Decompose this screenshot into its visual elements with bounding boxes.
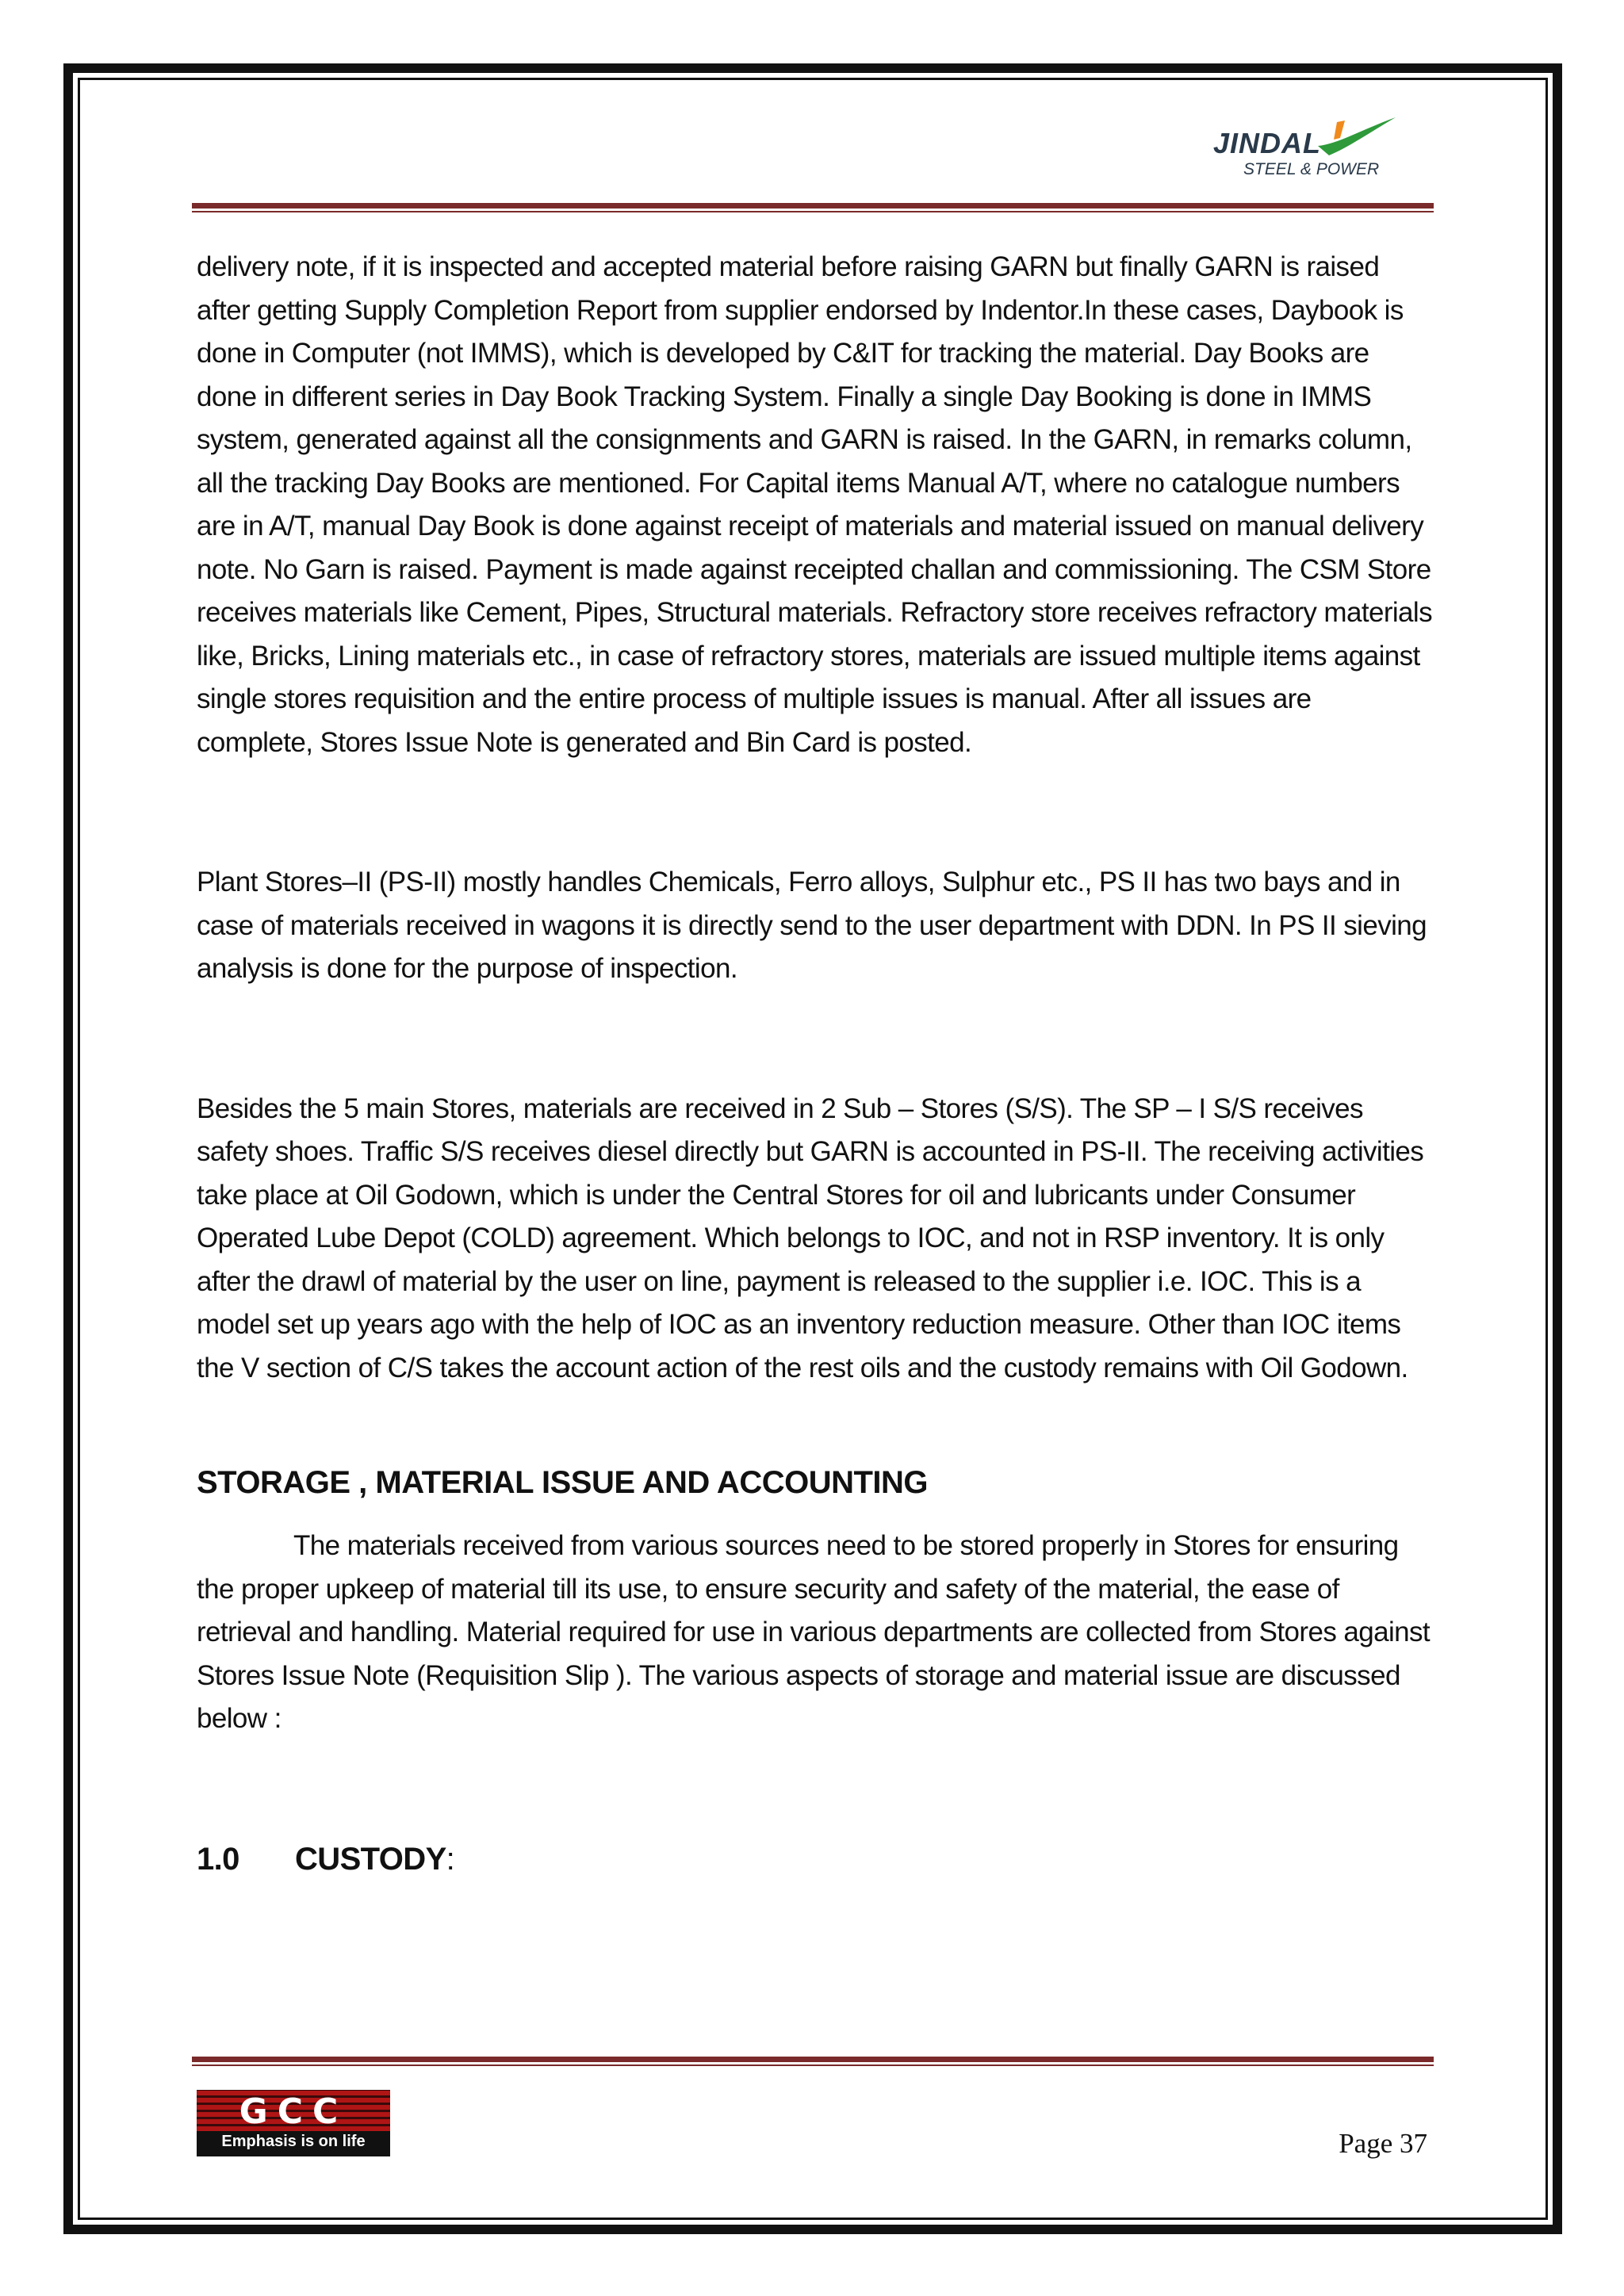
paragraph-receiving-process: delivery note, if it is inspected and accepted material before raising GARN but finally GARN is raised after getting Supply Completion Report from supplier endorsed by Indentor.In these cases, Daybook is done in Computer (not IMMS), which is developed by C&IT for tracking the material. Day Books are done in different series in Day Book Tracking System. Finally a single Day Booking is done in IMMS system, generated against all the consignments and GARN is raised. In the GARN, in remarks column, all the tracking Day Books are mentioned. For Capital items Manual A/T, where no catalogue numbers are in A/T, manual Day Book is done against receipt of materials and material issued on manual delivery note. No Garn is raised. Payment is made against receipted challan and commissioning. The CSM Store receives materials like Cement, Pipes, Structural materials. Refractory store receives refractory materials like, Bricks, Lining materials etc., in case of refractory stores, materials are issued multiple items against single stores requisition and the entire process of multiple issues is manual. After all issues are complete, Stores Issue Note is generated and Bin Card is posted. [197,251,1432,758]
section-heading-storage: STORAGE , MATERIAL ISSUE AND ACCOUNTING [197,1465,929,1500]
section-title: CUSTODY [295,1841,446,1877]
logo-brand-text: JINDAL [1213,127,1322,159]
paragraph-plant-stores-ii: Plant Stores–II (PS-II) mostly handles Chemicals, Ferro alloys, Sulphur etc., PS II has two bays and in case of materials received in wagons it is directly send to the user department with DDN. In PS II sieving analysis is done for the purpose of inspection. [197,867,1427,984]
header-rule [192,203,1434,212]
section-number: 1.0 [197,1841,239,1877]
gcc-logo [197,2090,390,2156]
section-colon: : [446,1841,455,1877]
jindal-swoosh-icon [1313,113,1400,160]
paragraph-sub-stores: Besides the 5 main Stores, materials are received in 2 Sub – Stores (S/S). The SP – I S/S receives safety shoes. Traffic S/S receives diesel directly but GARN is accounted in PS-II. The receiving activities take place at Oil Godown, which is under the Central Stores for oil and lubricants under Consumer Operated Lube Depot (COLD) agreement. Which belongs to IOC, and not in RSP inventory. It is only after the drawl of material by the user on line, payment is released to the supplier i.e. IOC. This is a model set up years ago with the help of IOC as an inventory reduction measure. Other than IOC items the V section of C/S takes the account action of the rest oils and the custody remains with Oil Godown. [197,1093,1424,1383]
logo-sub-text: STEEL & POWER [1243,160,1380,178]
paragraph-storage-intro: The materials received from various sources need to be stored properly in Stores for ensuring the proper upkeep of material till its use, to ensure security and safety of the material, the ease of retrieval and handling. Material required for use in various departments are collected from Stores against Stores Issue Note (Requisition Slip ). The various aspects of storage and material issue are discussed below : [197,1530,1431,1734]
gcc-logo-letters: GCC [239,2091,348,2132]
section-heading-custody [197,1838,1434,1881]
page-content [197,246,1434,1881]
footer-rule [192,2057,1434,2066]
gcc-logo-tagline: Emphasis is on life [221,2133,366,2150]
jindal-logo [1212,113,1402,192]
page-number: Page 37 [1339,2128,1427,2159]
